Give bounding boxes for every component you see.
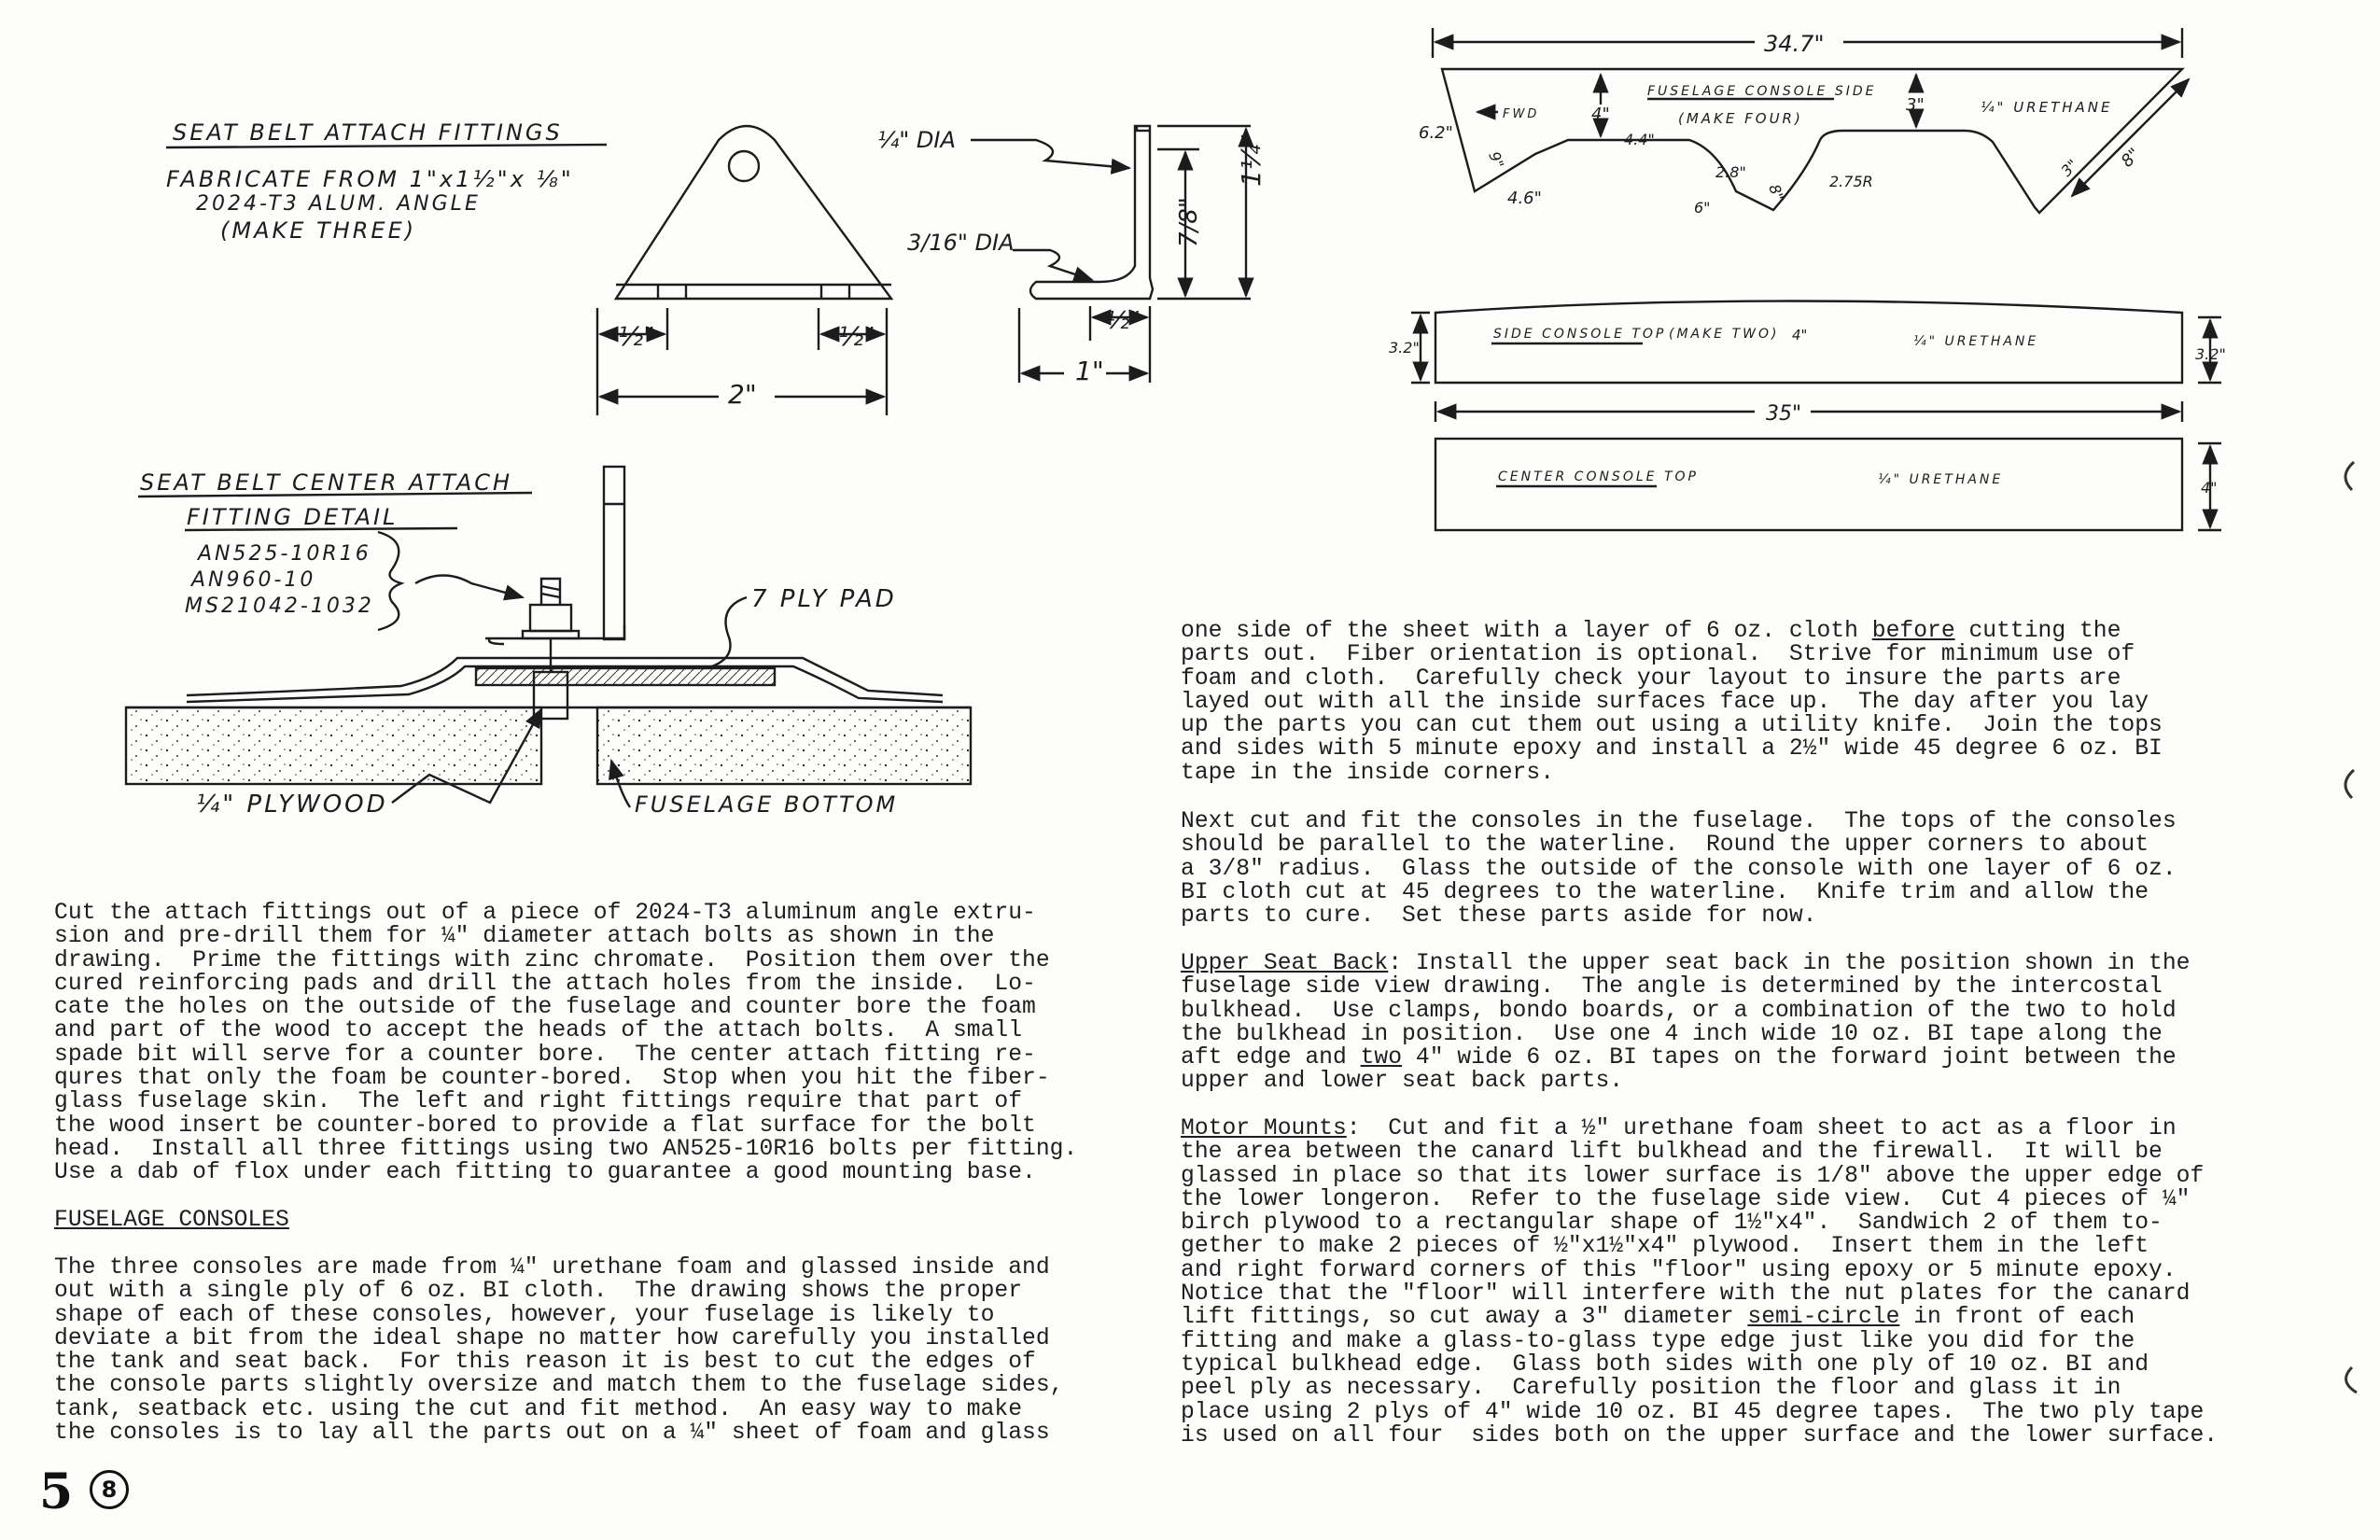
layup-text-before: before (1871, 618, 1955, 644)
attach-fittings-paragraph: Cut the attach fittings out of a piece of 2024-T3 aluminum angle extru- sion and pre-drill them for ¼" diameter attach bolts as shown in the drawing. Prime the fittings with zinc chromate. Position them over the cured reinforcing pads and drill the attach holes from the inside. Lo- cate the holes on the outside of the fuselage and counter bore the foam and part of the wood to accept the heads of the attach bolts. A small spade bit will serve for a counter bore. The center attach fitting re- qures that only the foam be counter-bored. Stop when you hit the fiber- glass fuselage skin. The left and right fittings require that part of the wood insert be counter-bored to provide a flat surface for the bolt head. Install all three fittings using two AN525-10R16 bolts per fitting. Use a dab of flox under each fitting to guarantee a good mounting base. (54, 900, 1078, 1186)
center-console-top-label: CENTER CONSOLE TOP (1498, 469, 1699, 484)
motor-mounts-semicircle: semi-circle (1747, 1304, 1900, 1331)
nut (530, 605, 571, 631)
label-bend-dia: 3/16" DIA (907, 230, 1015, 256)
dim-4-6: 4.6" (1507, 189, 1542, 208)
upper-seat-back-heading: Upper Seat Back (1181, 950, 1389, 976)
page-number: 5 (39, 1463, 74, 1520)
fuselage-consoles-paragraph: The three consoles are made from ¼" urethane foam and glassed inside and out with a single ply of 6 oz. BI cloth. The drawing shows the proper shape of each of these consoles, however, your fuselage is likely to deviate a bit from the ideal shape no matter how carefully you installed the tank and seat back. For this reason it is best to cut the edges of the console parts slightly oversize and match them to the fuselage sides, tank, seatback etc. using the cut and fit method. An easy way to make the consoles is to lay all the parts out on a ¼" sheet of foam and glass (54, 1254, 1064, 1447)
dim-top-length: 35" (1766, 402, 1802, 426)
parts-leader (415, 576, 523, 598)
binder-marks (2345, 462, 2357, 1393)
dim-half-right: ½" (838, 321, 876, 352)
center-fitting-title-1: SEAT BELT CENTER ATTACH (140, 469, 513, 496)
dim-half-left: ½" (618, 321, 656, 352)
console-side-label: FUSELAGE CONSOLE SIDE (1647, 84, 1877, 99)
fuselage-bottom-right (597, 707, 971, 784)
upper-seat-back-paragraph (1181, 952, 2191, 1094)
bolt-thread (541, 579, 560, 605)
dim-4-4: 4.4" (1624, 131, 1655, 148)
center-console-top-material: ¼" URETHANE (1878, 472, 2004, 487)
fuselage-consoles-heading: FUSELAGE CONSOLES (54, 1207, 289, 1233)
layup-text-b: cutting the parts out. Fiber orientation is optional. Strive for minimum use of foam and cloth. Carefully check your layout to insure the parts are layed out with all the inside surfaces face up. The day after you lay up the parts you can cut them out using a utility knife. Join the tops and sides with 5 minute epoxy and install a 2½" wide 45 degree 6 oz. BI tape in the inside corners. (1181, 618, 2163, 786)
motor-mounts-paragraph (1181, 1117, 2218, 1448)
attach-fittings-note-3: (MAKE THREE) (220, 217, 417, 244)
fuselage-bottom-left (126, 707, 541, 784)
dim-8: 8" (1765, 181, 1788, 203)
side-console-top-material: ¼" URETHANE (1913, 334, 2039, 349)
dim-9: 9" (1485, 148, 1508, 171)
center-fitting-part-1: AN525-10R16 (198, 542, 371, 566)
dim-height-inner: 7/8" (1175, 197, 1203, 247)
angle-side-view (1030, 126, 1153, 299)
side-console-top-label: SIDE CONSOLE TOP (1493, 327, 1667, 342)
console-side-material: ¼" URETHANE (1981, 99, 2113, 116)
dim-flange: ½" (1106, 307, 1141, 335)
leader-bend-dia (1013, 250, 1092, 280)
upper-seat-back-text-b: 4" wide 6 oz. BI tapes on the forward joint between the upper and lower seat back parts. (1181, 1044, 2177, 1095)
page-sub-number: 8 (90, 1470, 129, 1509)
dim-width: 2" (728, 379, 757, 410)
label-plywood: ¼" PLYWOOD (196, 791, 388, 819)
center-fitting-part-3: MS21042-1032 (185, 595, 374, 618)
dim-top-right-height: 3.2" (2195, 345, 2226, 363)
attach-fittings-figure (166, 119, 1267, 415)
fitting-vertical-plate (604, 467, 624, 639)
dim-6-2: 6.2" (1419, 123, 1453, 143)
console-side-count: (MAKE FOUR) (1678, 110, 1803, 127)
center-console-top-outline (1435, 439, 2182, 530)
fit-consoles-paragraph: Next cut and fit the consoles in the fuselage. The tops of the consoles should be parallel to the waterline. Round the upper corners to about a 3/8" radius. Glass the outside of the console with one layer of 6 oz. BI cloth cut at 45 degrees to the waterline. Knife trim and allow the parts to cure. Set these parts aside for now. (1181, 808, 2177, 930)
dim-2-75r: 2.75R (1829, 173, 1873, 190)
bolt-hole (729, 151, 759, 181)
dim-center-height: 4" (2201, 479, 2218, 497)
label-pad: 7 PLY PAD (751, 585, 897, 613)
attach-fittings-note-1: FABRICATE FROM 1"x1½"x ⅛" (166, 166, 574, 192)
motor-mounts-text-b: in front of each fitting and make a glass-to-glass type edge just like you did for the typical bulkhead edge. Glass both sides with one ply of 10 oz. BI and peel ply as necessary. Carefully position the floor and glass it in place using 2 plys of 4" wide 10 oz. BI 45 degree tapes. The two ply tape is used on all four sides both on the upper surface and the lower surface. (1181, 1304, 2219, 1449)
attach-fittings-note-2: 2024-T3 ALUM. ANGLE (196, 192, 481, 216)
center-fitting-figure (126, 467, 971, 819)
foam-core (476, 668, 775, 685)
side-console-top-outline (1435, 301, 2182, 384)
center-fitting-title-2: FITTING DETAIL (187, 504, 399, 530)
console-parts-figure (1389, 28, 2226, 530)
label-hole-dia: ¼" DIA (877, 127, 956, 153)
dim-3: 3" (1906, 95, 1925, 115)
triangle-fitting-outline (616, 126, 891, 299)
label-fuselage-bottom: FUSELAGE BOTTOM (635, 791, 899, 818)
layup-paragraph (1181, 620, 2163, 785)
center-fitting-part-2: AN960-10 (191, 568, 316, 592)
dim-side-length: 34.7" (1764, 31, 1825, 57)
parts-brace (378, 532, 401, 630)
upper-seat-back-two: two (1360, 1044, 1403, 1071)
dim-6: 6" (1694, 199, 1711, 217)
layup-text-a: one side of the sheet with a layer of 6 oz. cloth (1181, 618, 1872, 644)
upper-seat-back-text-a: : Install the upper seat back in the position shown in the fuselage side view drawing. The angle is determined by the intercostal bulkhead. Use clamps, bondo boards, or a combination of the two to hold the bulkhead in position. Use one 4 inch wide 10 oz. BI tape along the aft edge and (1181, 950, 2191, 1071)
dim-4: 4" (1591, 105, 1610, 124)
side-console-top-4: 4" (1792, 327, 1808, 343)
leader-hole-dia (971, 140, 1129, 168)
pad-leader (709, 597, 747, 667)
dim-8c: 8" (2117, 144, 2145, 172)
motor-mounts-heading: Motor Mounts (1181, 1115, 1347, 1141)
motor-mounts-text-a: : Cut and fit a ½" urethane foam sheet to act as a floor in the area between the canard lift bulkhead and the firewall. It will be glassed in place so that its lower surface is 1/8" above the upper edge of the lower longeron. Refer to the fuselage side view. Cut 4 pieces of ¼" birch plywood to a rectangular shape of 1½"x4". Sandwich 2 of them to- gether to make 2 pieces of ½"x1½"x4" plywood. Insert them in the left and right forward corners of this "floor" using epoxy or 5 minute epoxy. Notice that the "floor" will interfere with the nut plates for the canard lift fittings, so cut away a 3" diameter (1181, 1115, 2205, 1331)
attach-fittings-title: SEAT BELT ATTACH FITTINGS (173, 119, 563, 146)
dim-height-outer: 1¼" (1236, 133, 1267, 187)
dim-top-left-height: 3.2" (1389, 339, 1420, 357)
label-fwd: FWD (1503, 107, 1540, 121)
dim-2-8: 2.8" (1715, 163, 1746, 181)
dim-3b: 3" (2057, 155, 2082, 180)
side-console-top-count: (MAKE TWO) (1669, 327, 1780, 342)
dim-base: 1" (1075, 356, 1104, 386)
